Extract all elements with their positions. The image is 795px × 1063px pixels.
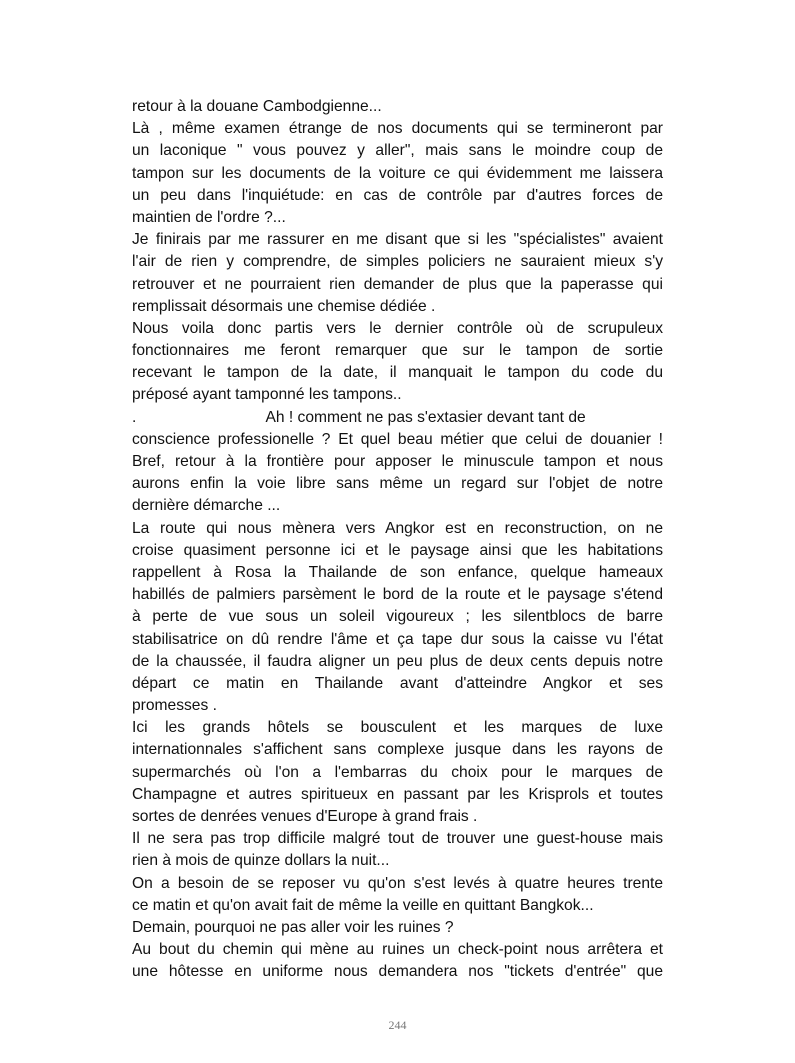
text-line: un laconique " vous pouvez y aller", mais sans le moindre coup de xyxy=(132,142,663,160)
text-line: maintien de l'ordre ?... xyxy=(132,208,286,226)
text-line: supermarchés où l'on a l'embarras du choix pour le marques de xyxy=(132,763,663,781)
text-line: l'air de rien y comprendre, de simples policiers ne sauraient mieux s'y xyxy=(132,253,663,271)
text-line: On a besoin de se reposer vu qu'on s'est levés à quatre heures trente xyxy=(132,874,663,892)
text-line: Bref, retour à la frontière pour apposer le minuscule tampon et nous xyxy=(132,453,663,470)
text-line: Demain, pourquoi ne pas aller voir les ruines ? xyxy=(132,918,454,936)
text-line: de la chaussée, il faudra aligner un peu plus de deux cents depuis notre xyxy=(132,652,663,670)
text-line: rien à mois de quinze dollars la nuit... xyxy=(132,852,390,870)
text-line: Je finirais par me rassurer en me disant que si les "spécialistes" avaient xyxy=(132,231,663,249)
text-line: Champagne et autres spiritueux en passant par les Krisprols et toutes xyxy=(132,785,663,803)
text-line: fonctionnaires me feront remarquer que sur le tampon de sortie xyxy=(132,342,663,360)
text-line: un peu dans l'inquiétude: en cas de contrôle par d'autres forces de xyxy=(132,186,663,204)
text-line: . Ah ! comment ne pas s'extasier devant tant de xyxy=(132,408,586,426)
text-line: conscience professionelle ? Et quel beau métier que celui de douanier ! xyxy=(132,430,663,448)
page-number: 244 xyxy=(388,1018,407,1032)
text-line: retrouver et ne pourraient rien demander de plus que la paperasse qui xyxy=(132,275,663,293)
text-line: préposé ayant tamponné les tampons.. xyxy=(132,386,402,404)
text-line: remplissait désormais une chemise dédiée . xyxy=(132,297,436,315)
text-line: rappellent à Rosa la Thailande de son enfance, quelque hameaux xyxy=(132,563,663,581)
text-line: ce matin et qu'on avait fait de même la veille en quittant Bangkok... xyxy=(132,896,594,914)
text-line: La route qui nous mènera vers Angkor est en reconstruction, on ne xyxy=(132,519,663,537)
text-line: promesses . xyxy=(132,697,217,715)
text-line: à perte de vue sous un soleil vigoureux ; les silentblocs de barre xyxy=(132,608,663,626)
text-line: départ ce matin en Thailande avant d'atteindre Angkor et ses xyxy=(132,674,663,692)
text-line: internationnales s'affichent sans complexe jusque dans les rayons de xyxy=(132,741,663,759)
text-line: Ici les grands hôtels se bousculent et les marques de luxe xyxy=(132,719,663,737)
text-line: Au bout du chemin qui mène au ruines un check-point nous arrêtera et xyxy=(132,941,663,959)
text-line: croise quasiment personne ici et le paysage ainsi que les habitations xyxy=(132,541,663,559)
text-line: Là , même examen étrange de nos documents qui se termineront par xyxy=(132,120,663,138)
text-line: retour à la douane Cambodgienne... xyxy=(132,98,382,115)
text-line: recevant le tampon de la date, il manquait le tampon du code du xyxy=(132,364,663,382)
text-line: une hôtesse en uniforme nous demandera nos "tickets d'entrée" que xyxy=(132,963,663,981)
text-line: tampon sur les documents de la voiture ce qui évidemment me laissera xyxy=(132,164,663,182)
text-line: stabilisatrice on dû rendre l'âme et ça tape dur sous la caisse vu l'état xyxy=(132,630,663,648)
text-line: Nous voila donc partis vers le dernier contrôle où de scrupuleux xyxy=(132,319,663,337)
text-line: dernière démarche ... xyxy=(132,497,281,515)
text-line: aurons enfin la voie libre sans même un regard sur l'objet de notre xyxy=(132,475,663,493)
text-line: Il ne sera pas trop difficile malgré tout de trouver une guest-house mais xyxy=(132,830,663,848)
document-body-text xyxy=(132,96,663,984)
text-line: habillés de palmiers parsèment le bord de la route et le paysage s'étend xyxy=(132,586,663,604)
text-line: sortes de denrées venues d'Europe à grand frais . xyxy=(132,808,478,825)
